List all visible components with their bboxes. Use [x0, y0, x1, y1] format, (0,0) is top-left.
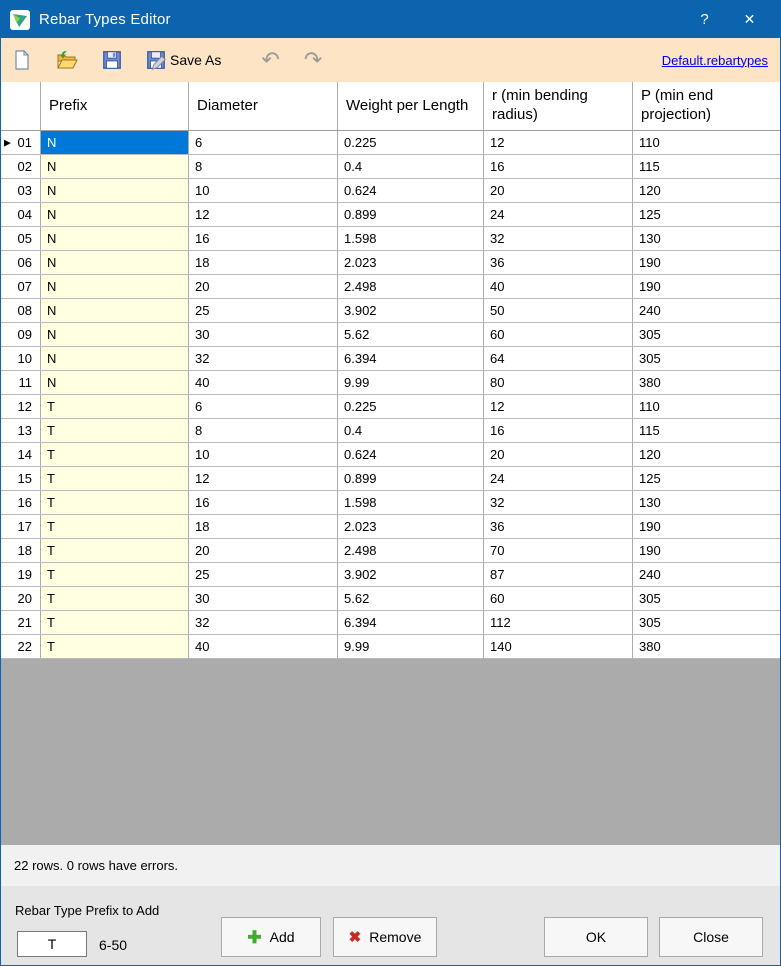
min-end-projection-cell[interactable]: 115: [639, 423, 660, 438]
column-header-r[interactable]: r (min bending radius): [484, 82, 633, 130]
undo-button[interactable]: [261, 49, 279, 71]
row-number-cell[interactable]: 12: [1, 395, 41, 418]
min-end-projection-cell[interactable]: 240: [639, 303, 661, 318]
ok-button-label: OK: [585, 929, 607, 945]
min-bending-radius-cell[interactable]: 40: [484, 275, 633, 298]
row-number-cell[interactable]: 22: [1, 635, 41, 658]
new-file-icon: [11, 49, 33, 71]
min-bending-radius-cell[interactable]: 32: [484, 491, 633, 514]
min-end-projection-cell[interactable]: 380: [639, 639, 661, 654]
prefix-cell[interactable]: T: [41, 443, 189, 466]
column-header-diameter[interactable]: Diameter: [189, 82, 338, 130]
table-row: [1, 467, 780, 491]
min-end-projection-cell[interactable]: 305: [639, 591, 661, 606]
min-end-projection-cell[interactable]: 190: [639, 519, 661, 534]
column-header-weight[interactable]: Weight per Length: [338, 82, 484, 130]
status-text: 22 rows. 0 rows have errors.: [14, 858, 179, 873]
prefix-cell[interactable]: T: [41, 563, 189, 586]
min-end-projection-cell[interactable]: 305: [639, 615, 661, 630]
prefix-cell[interactable]: N: [41, 323, 189, 346]
plus-icon: ✚: [247, 927, 262, 947]
weight-cell[interactable]: 0.225: [338, 395, 484, 418]
table-row: [1, 515, 780, 539]
diameter-cell[interactable]: 20: [189, 539, 338, 562]
save-as-button[interactable]: [145, 49, 221, 71]
weight-cell[interactable]: 6.394: [338, 611, 484, 634]
diameter-cell[interactable]: 25: [189, 299, 338, 322]
min-bending-radius-cell[interactable]: 16: [484, 419, 633, 442]
row-number-cell[interactable]: 03: [1, 179, 41, 202]
prefix-cell[interactable]: T: [41, 587, 189, 610]
min-bending-radius-cell[interactable]: 112: [484, 611, 633, 634]
min-bending-radius-cell[interactable]: 16: [484, 155, 633, 178]
table-row: [1, 443, 780, 467]
weight-cell[interactable]: 9.99: [338, 635, 484, 658]
row-number-cell[interactable]: 08: [1, 299, 41, 322]
window-title: Rebar Types Editor: [39, 11, 171, 28]
table-header-row: [1, 82, 780, 131]
close-button-label: Close: [693, 929, 729, 945]
diameter-cell[interactable]: 18: [189, 251, 338, 274]
min-bending-radius-cell[interactable]: 12: [484, 395, 633, 418]
diameter-cell[interactable]: 25: [189, 563, 338, 586]
close-window-button[interactable]: ✕: [743, 11, 756, 27]
min-end-projection-cell[interactable]: 240: [639, 567, 661, 582]
min-bending-radius-cell[interactable]: 24: [484, 467, 633, 490]
row-number-cell[interactable]: ▶ 01: [1, 131, 41, 154]
min-end-projection-cell[interactable]: 130: [639, 231, 661, 246]
row-number-cell[interactable]: 15: [1, 467, 41, 490]
prefix-cell[interactable]: N: [41, 131, 189, 154]
prefix-cell[interactable]: T: [41, 467, 189, 490]
remove-button[interactable]: [333, 917, 437, 957]
row-header-corner: [1, 82, 41, 130]
table-row: [1, 131, 780, 155]
save-button[interactable]: [101, 49, 123, 71]
table-row: [1, 275, 780, 299]
diameter-cell[interactable]: 20: [189, 275, 338, 298]
weight-cell[interactable]: 0.624: [338, 443, 484, 466]
open-folder-icon: [55, 48, 79, 72]
diameter-cell[interactable]: 6: [189, 395, 338, 418]
min-end-projection-cell[interactable]: 110: [639, 135, 660, 150]
table-row: [1, 395, 780, 419]
min-bending-radius-cell[interactable]: 36: [484, 251, 633, 274]
row-number-cell[interactable]: 06: [1, 251, 41, 274]
table-row: [1, 203, 780, 227]
weight-cell[interactable]: 2.498: [338, 539, 484, 562]
app-icon: [9, 9, 31, 31]
table-row: [1, 539, 780, 563]
red-x-icon: ✖: [348, 928, 362, 946]
diameter-cell[interactable]: 8: [189, 155, 338, 178]
diameter-cell[interactable]: 32: [189, 611, 338, 634]
prefix-cell[interactable]: N: [41, 227, 189, 250]
min-end-projection-cell[interactable]: 120: [639, 183, 661, 198]
weight-cell[interactable]: 0.899: [338, 203, 484, 226]
min-bending-radius-cell[interactable]: 80: [484, 371, 633, 394]
weight-cell[interactable]: 0.4: [338, 419, 484, 442]
ok-button[interactable]: [544, 917, 648, 957]
table-row: [1, 323, 780, 347]
weight-cell[interactable]: 5.62: [338, 587, 484, 610]
status-bar: [1, 845, 780, 886]
diameter-cell[interactable]: 10: [189, 179, 338, 202]
min-bending-radius-cell[interactable]: 12: [484, 131, 633, 154]
min-end-projection-cell[interactable]: 120: [639, 447, 661, 462]
diameter-cell[interactable]: 40: [189, 635, 338, 658]
table-row: [1, 563, 780, 587]
row-number-cell[interactable]: 09: [1, 323, 41, 346]
weight-cell[interactable]: 2.023: [338, 515, 484, 538]
weight-cell[interactable]: 0.4: [338, 155, 484, 178]
min-bending-radius-cell[interactable]: 32: [484, 227, 633, 250]
row-number-cell[interactable]: 18: [1, 539, 41, 562]
min-bending-radius-cell[interactable]: 60: [484, 323, 633, 346]
new-file-button[interactable]: [11, 49, 33, 71]
remove-button-label: Remove: [369, 929, 422, 945]
weight-cell[interactable]: 6.394: [338, 347, 484, 370]
row-number-cell[interactable]: 10: [1, 347, 41, 370]
diameter-cell[interactable]: 32: [189, 347, 338, 370]
min-bending-radius-cell[interactable]: 36: [484, 515, 633, 538]
row-number-cell[interactable]: 17: [1, 515, 41, 538]
weight-cell[interactable]: 0.225: [338, 131, 484, 154]
current-file-link[interactable]: Default.rebartypes: [661, 52, 768, 68]
prefix-cell[interactable]: T: [41, 515, 189, 538]
prefix-cell[interactable]: N: [41, 347, 189, 370]
row-number-cell[interactable]: 19: [1, 563, 41, 586]
table-row: [1, 227, 780, 251]
prefix-cell[interactable]: N: [41, 155, 189, 178]
add-button-label: Add: [269, 929, 295, 945]
min-end-projection-cell[interactable]: 130: [639, 495, 661, 510]
footer-panel: [1, 886, 780, 965]
min-bending-radius-cell[interactable]: 60: [484, 587, 633, 610]
prefix-cell[interactable]: T: [41, 419, 189, 442]
table-row: [1, 179, 780, 203]
weight-cell[interactable]: 1.598: [338, 227, 484, 250]
diameter-cell[interactable]: 16: [189, 491, 338, 514]
weight-cell[interactable]: 3.902: [338, 563, 484, 586]
min-end-projection-cell[interactable]: 380: [639, 375, 661, 390]
min-bending-radius-cell[interactable]: 50: [484, 299, 633, 322]
save-as-icon: [145, 49, 167, 71]
row-number-cell[interactable]: 05: [1, 227, 41, 250]
save-as-label: Save As: [170, 52, 222, 68]
weight-cell[interactable]: 1.598: [338, 491, 484, 514]
prefix-cell[interactable]: N: [41, 299, 189, 322]
min-bending-radius-cell[interactable]: 24: [484, 203, 633, 226]
diameter-cell[interactable]: 18: [189, 515, 338, 538]
diameter-cell[interactable]: 8: [189, 419, 338, 442]
weight-cell[interactable]: 2.498: [338, 275, 484, 298]
diameter-cell[interactable]: 30: [189, 323, 338, 346]
prefix-cell[interactable]: N: [41, 179, 189, 202]
diameter-cell[interactable]: 12: [189, 467, 338, 490]
diameter-cell[interactable]: 30: [189, 587, 338, 610]
prefix-cell[interactable]: N: [41, 371, 189, 394]
row-number-cell[interactable]: 11: [1, 371, 41, 394]
diameter-cell[interactable]: 40: [189, 371, 338, 394]
diameter-cell[interactable]: 6: [189, 131, 338, 154]
min-bending-radius-cell[interactable]: 20: [484, 443, 633, 466]
table-row: [1, 611, 780, 635]
close-button[interactable]: [659, 917, 763, 957]
min-bending-radius-cell[interactable]: 64: [484, 347, 633, 370]
min-end-projection-cell[interactable]: 110: [639, 399, 660, 414]
row-number-cell[interactable]: 14: [1, 443, 41, 466]
table-row: [1, 419, 780, 443]
min-bending-radius-cell[interactable]: 87: [484, 563, 633, 586]
min-end-projection-cell[interactable]: 190: [639, 255, 661, 270]
row-number-cell[interactable]: 04: [1, 203, 41, 226]
table-row: [1, 635, 780, 659]
title-bar: [1, 1, 780, 38]
prefix-input[interactable]: [17, 931, 87, 957]
min-end-projection-cell[interactable]: 190: [639, 279, 661, 294]
min-end-projection-cell[interactable]: 125: [639, 207, 661, 222]
min-end-projection-cell[interactable]: 115: [639, 159, 660, 174]
add-button[interactable]: [221, 917, 321, 957]
redo-button[interactable]: [304, 49, 322, 71]
weight-cell[interactable]: 9.99: [338, 371, 484, 394]
table-row: [1, 251, 780, 275]
row-number-cell[interactable]: 21: [1, 611, 41, 634]
diameter-cell[interactable]: 12: [189, 203, 338, 226]
table-row: [1, 155, 780, 179]
row-number-cell[interactable]: 20: [1, 587, 41, 610]
open-file-button[interactable]: [55, 48, 79, 72]
current-row-marker-icon: ▶: [4, 137, 11, 147]
row-number-cell[interactable]: 07: [1, 275, 41, 298]
row-number-cell[interactable]: 13: [1, 419, 41, 442]
column-header-p[interactable]: P (min end projection): [641, 87, 714, 123]
weight-cell[interactable]: 5.62: [338, 323, 484, 346]
weight-cell[interactable]: 2.023: [338, 251, 484, 274]
table-row: [1, 299, 780, 323]
weight-cell[interactable]: 3.902: [338, 299, 484, 322]
toolbar: [1, 38, 780, 82]
table-row: [1, 491, 780, 515]
diameter-range-hint: 6-50: [99, 937, 128, 953]
column-header-prefix[interactable]: Prefix: [41, 82, 189, 130]
min-end-projection-cell[interactable]: 125: [639, 471, 661, 486]
diameter-cell[interactable]: 10: [189, 443, 338, 466]
min-end-projection-cell[interactable]: 190: [639, 543, 661, 558]
min-bending-radius-cell[interactable]: 140: [484, 635, 633, 658]
prefix-cell[interactable]: T: [41, 491, 189, 514]
rebar-table: [1, 82, 780, 845]
save-icon: [101, 49, 123, 71]
prefix-cell[interactable]: N: [41, 203, 189, 226]
prefix-cell[interactable]: T: [41, 611, 189, 634]
table-row: [1, 371, 780, 395]
diameter-cell[interactable]: 16: [189, 227, 338, 250]
weight-cell[interactable]: 0.624: [338, 179, 484, 202]
row-number-cell[interactable]: 02: [1, 155, 41, 178]
table-rows: [1, 131, 780, 659]
prefix-to-add-label: Rebar Type Prefix to Add: [15, 903, 160, 918]
prefix-cell[interactable]: T: [41, 635, 189, 658]
help-button[interactable]: ?: [700, 11, 709, 28]
prefix-cell[interactable]: T: [41, 395, 189, 418]
redo-icon: ↷: [303, 47, 323, 72]
prefix-cell[interactable]: N: [41, 275, 189, 298]
undo-icon: ↶: [261, 47, 280, 72]
min-bending-radius-cell[interactable]: 70: [484, 539, 633, 562]
min-bending-radius-cell[interactable]: 20: [484, 179, 633, 202]
min-end-projection-cell[interactable]: 305: [639, 351, 661, 366]
prefix-cell[interactable]: T: [41, 539, 189, 562]
weight-cell[interactable]: 0.899: [338, 467, 484, 490]
table-row: [1, 347, 780, 371]
min-end-projection-cell[interactable]: 305: [639, 327, 661, 342]
row-number-cell[interactable]: 16: [1, 491, 41, 514]
table-row: [1, 587, 780, 611]
prefix-cell[interactable]: N: [41, 251, 189, 274]
